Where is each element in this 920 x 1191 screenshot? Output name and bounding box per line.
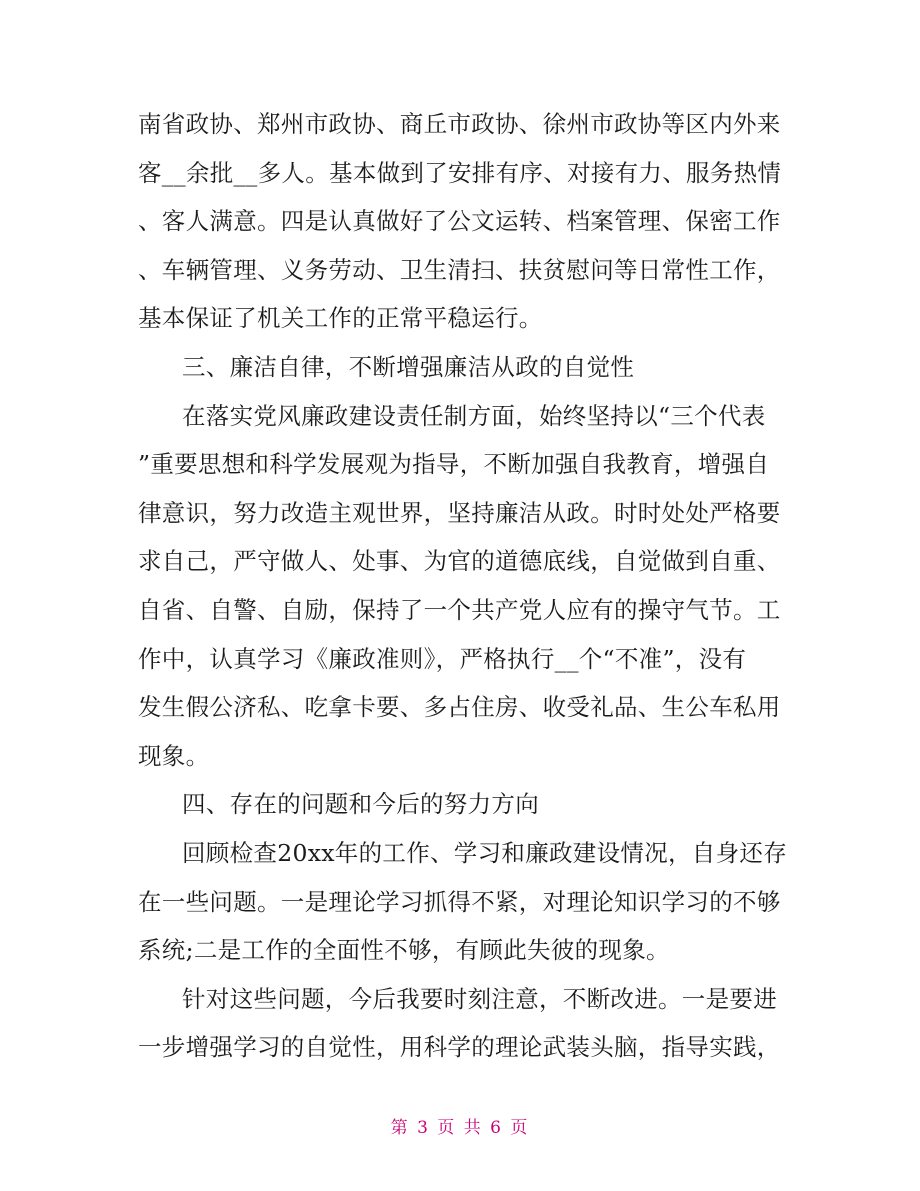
text-line-3: 、客人满意。四是认真做好了公文运转、档案管理、保密工作 [138, 207, 781, 236]
text-line-4: 、车辆管理、义务劳动、卫生清扫、扶贫慰问等日常性工作， [138, 255, 781, 284]
text-line-9: 律意识，努力改造主观世界，坚持廉洁从政。时时处处严格要 [138, 498, 781, 527]
text-line-1: 南省政协、郑州市政协、商丘市政协、徐州市政协等区内外来 [138, 110, 781, 138]
text-line-14: 现象。 [138, 741, 210, 770]
text-line-8: ”重要思想和科学发展观为指导，不断加强自我教育，增强自 [138, 450, 770, 479]
text-line-7: 在落实党风廉政建设责任制方面，始终坚持以“三个代表 [182, 401, 766, 430]
text-line-12: 作中，认真学习《廉政准则》，严格执行__个“不准”，没有 [138, 644, 747, 673]
page-number-footer: 第 3 页 共 6 页 [390, 1118, 530, 1138]
text-line-18: 系统;二是工作的全面性不够，有顾此失彼的现象。 [138, 936, 670, 965]
section-heading-4: 四、存在的问题和今后的努力方向 [182, 790, 539, 819]
text-line-13: 发生假公济私、吃拿卡要、多占住房、收受礼品、生公车私用 [138, 693, 781, 722]
text-line-16: 回顾检查20xx年的工作、学习和廉政建设情况，自身还存 [182, 838, 788, 867]
text-line-5: 基本保证了机关工作的正常平稳运行。 [138, 304, 543, 333]
text-line-2: 客__余批__多人。基本做到了安排有序、对接有力、服务热情 [138, 158, 782, 187]
document-body [138, 100, 788, 1072]
text-line-11: 自省、自警、自励，保持了一个共产党人应有的操守气节。工 [138, 595, 781, 624]
text-line-20: 一步增强学习的自觉性，用科学的理论武装头脑，指导实践， [138, 1033, 781, 1062]
text-line-17: 在一些问题。一是理论学习抓得不紧，对理论知识学习的不够 [138, 887, 781, 916]
section-heading-3: 三、廉洁自律，不断增强廉洁从政的自觉性 [182, 352, 635, 381]
text-line-19: 针对这些问题，今后我要时刻注意，不断改进。一是要进 [182, 984, 777, 1013]
text-line-10: 求自己，严守做人、处事、为官的道德底线，自觉做到自重、 [138, 547, 781, 576]
